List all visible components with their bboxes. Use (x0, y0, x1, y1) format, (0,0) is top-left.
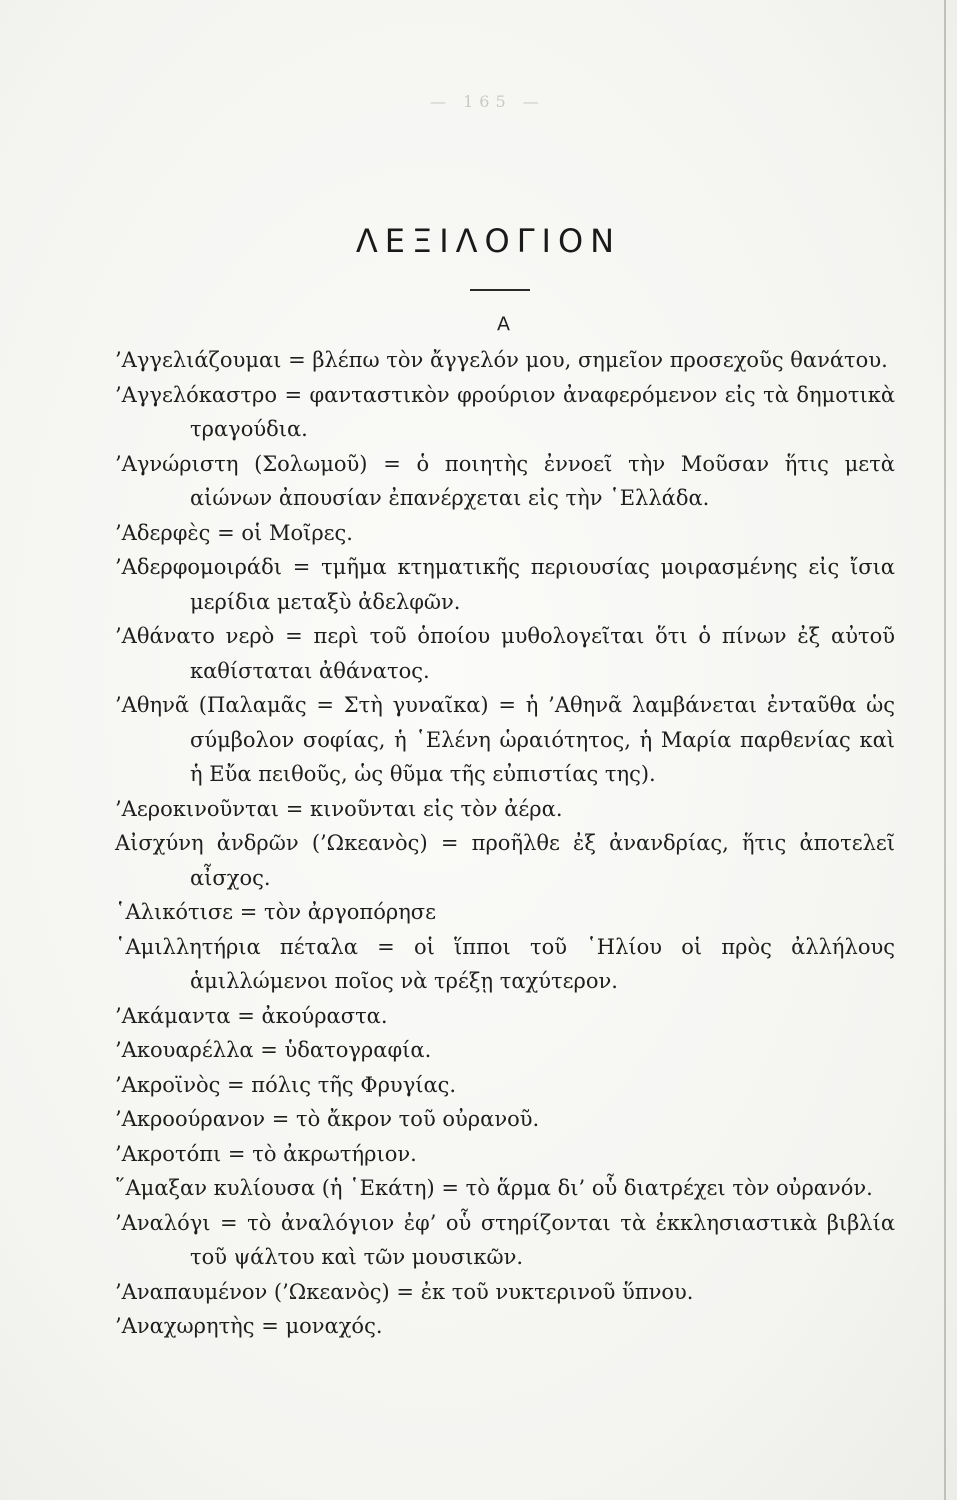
page-title: ΛΕΞΙΛΟΓΙΟΝ (355, 222, 622, 260)
glossary-entry: ῾Αμιλλητήρια πέταλα = οἱ ἵπποι τοῦ ῾Ηλίου οἱ πρὸς ἀλλήλους ἁμιλλώμενοι ποῖος νὰ τρέξῃ ταχύτερον. (115, 934, 895, 993)
glossary-entry: ’Ακουαρέλλα = ὑδατογραφία. (115, 1038, 432, 1062)
glossary-entry: ’Αδερφὲς = οἱ Μοῖρες. (115, 520, 353, 545)
glossary-entry: ’Αδερφομοιράδι = τμῆμα κτηματικῆς περιουσίας μοιρασμένης εἰς ἴσια μερίδια μεταξὺ ἀδελφῶν. (115, 555, 895, 614)
glossary-entry: ’Αναπαυμένον (’Ωκεανὸς) = ἐκ τοῦ νυκτερινοῦ ὕπνου. (115, 1279, 694, 1304)
glossary-entry: ’Αθάνατο νερὸ = περὶ τοῦ ὁποίου μυθολογεῖται ὅτι ὁ πίνων ἐξ αὐτοῦ καθίσταται ἀθάνατος. (115, 624, 895, 683)
glossary-list (115, 343, 895, 1344)
glossary-entry: ’Αγγελιάζουμαι = βλέπω τὸν ἄγγελόν μου, σημεῖον προσεχοῦς θανάτου. (115, 348, 888, 372)
glossary-entry: ’Ακροτόπι = τὸ ἀκρωτήριον. (115, 1141, 417, 1166)
glossary-entry: ’Ακροούρανον = τὸ ἄκρον τοῦ οὐρανοῦ. (115, 1107, 540, 1131)
glossary-entry: ’Αγνώριστη (Σολωμοῦ) = ὁ ποιητὴς ἐννοεῖ τὴν Μοῦσαν ἥτις μετὰ αἰώνων ἀπουσίαν ἐπανέρχεται εἰς τὴν ῾Ελλάδα. (115, 451, 895, 510)
title-rule (470, 289, 530, 291)
glossary-entry: ’Ακάμαντα = ἀκούραστα. (115, 1003, 388, 1028)
glossary-entry: ’Αναλόγι = τὸ ἀναλόγιον ἐφ’ οὗ στηρίζονται τὰ ἐκκλησιαστικὰ βιβλία τοῦ ψάλτου καὶ τῶν μουσικῶν. (115, 1210, 895, 1269)
glossary-entry: ’Αναχωρητὴς = μοναχός. (115, 1314, 383, 1338)
glossary-entry: ’Ακροϊνὸς = πόλις τῆς Φρυγίας. (115, 1072, 457, 1097)
glossary-entry: Αἰσχύνη ἀνδρῶν (’Ωκεανὸς) = προῆλθε ἐξ ἀνανδρίας, ἥτις ἀποτελεῖ αἶσχος. (115, 831, 895, 890)
glossary-entry: ῞Αμαξαν κυλίουσα (ἡ ῾Εκάτη) = τὸ ἅρμα δι’ οὗ διατρέχει τὸν οὐρανόν. (115, 1176, 873, 1200)
glossary-entry: ’Αεροκινοῦνται = κινοῦνται εἰς τὸν ἀέρα. (115, 796, 563, 821)
glossary-entry: ’Αθηνᾶ (Παλαμᾶς = Στὴ γυναῖκα) = ἡ ’Αθηνᾶ λαμβάνεται ἐνταῦθα ὡς σύμβολον σοφίας, ἡ ῾Ελένη ὡραιότητος, ἡ Μαρία παρθενίας καὶ ἡ Εὔα πειθοῦς, ὡς θῦμα τῆς εὐπιστίας της). (115, 693, 895, 786)
page-number: — 165 — (430, 92, 545, 111)
glossary-entry: ’Αγγελόκαστρο = φανταστικὸν φρούριον ἀναφερόμενον εἰς τὰ δημοτικὰ τραγούδια. (115, 382, 895, 441)
glossary-entry: ῾Αλικότισε = τὸν ἀργοπόρησε (115, 900, 436, 924)
section-letter: Α (497, 313, 510, 335)
